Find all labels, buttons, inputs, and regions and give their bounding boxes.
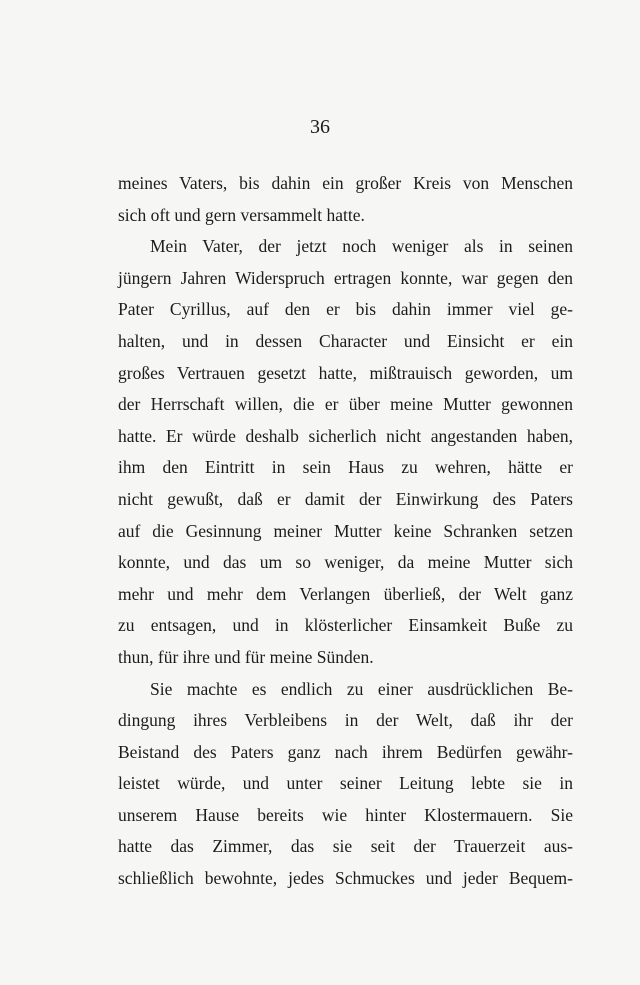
text-line: jüngern Jahren Widerspruch ertragen konnte, war gegen den: [118, 267, 573, 288]
text-line: thun, für ihre und für meine Sünden.: [118, 646, 374, 667]
text-line: sich oft und gern versammelt hatte.: [118, 204, 365, 225]
text-line: Mein Vater, der jetzt noch weniger als in seinen: [150, 236, 573, 257]
body-text: [118, 168, 573, 895]
text-line: der Herrschaft willen, die er über meine Mutter gewonnen: [118, 394, 573, 415]
text-line: Beistand des Paters ganz nach ihrem Bedürfen gewähr-: [118, 741, 573, 762]
text-line: hatte. Er würde deshalb sicherlich nicht angestanden haben,: [118, 425, 573, 446]
text-line: konnte, und das um so weniger, da meine Mutter sich: [118, 552, 573, 573]
text-line: großes Vertrauen gesetzt hatte, mißtrauisch geworden, um: [118, 362, 573, 383]
text-line: halten, und in dessen Character und Einsicht er ein: [118, 330, 573, 351]
text-line: schließlich bewohnte, jedes Schmuckes und jeder Bequem-: [118, 868, 573, 889]
text-line: Sie machte es endlich zu einer ausdrücklichen Be-: [150, 678, 573, 699]
text-line: dingung ihres Verbleibens in der Welt, daß ihr der: [118, 710, 573, 731]
text-line: Pater Cyrillus, auf den er bis dahin immer viel ge-: [118, 299, 573, 320]
text-line: leistet würde, und unter seiner Leitung lebte sie in: [118, 773, 573, 794]
text-line: hatte das Zimmer, das sie seit der Trauerzeit aus-: [118, 836, 573, 857]
text-line: mehr und mehr dem Verlangen überließ, der Welt ganz: [118, 583, 573, 604]
text-line: meines Vaters, bis dahin ein großer Kreis von Menschen: [118, 173, 573, 193]
text-line: unserem Hause bereits wie hinter Klostermauern. Sie: [118, 804, 573, 825]
text-line: zu entsagen, und in klösterlicher Einsamkeit Buße zu: [118, 615, 573, 636]
text-line: nicht gewußt, daß er damit der Einwirkung des Paters: [118, 488, 573, 509]
text-line: auf die Gesinnung meiner Mutter keine Schranken setzen: [118, 520, 573, 541]
text-line: ihm den Eintritt in sein Haus zu wehren, hätte er: [118, 457, 573, 478]
page-number: 36: [310, 116, 330, 138]
